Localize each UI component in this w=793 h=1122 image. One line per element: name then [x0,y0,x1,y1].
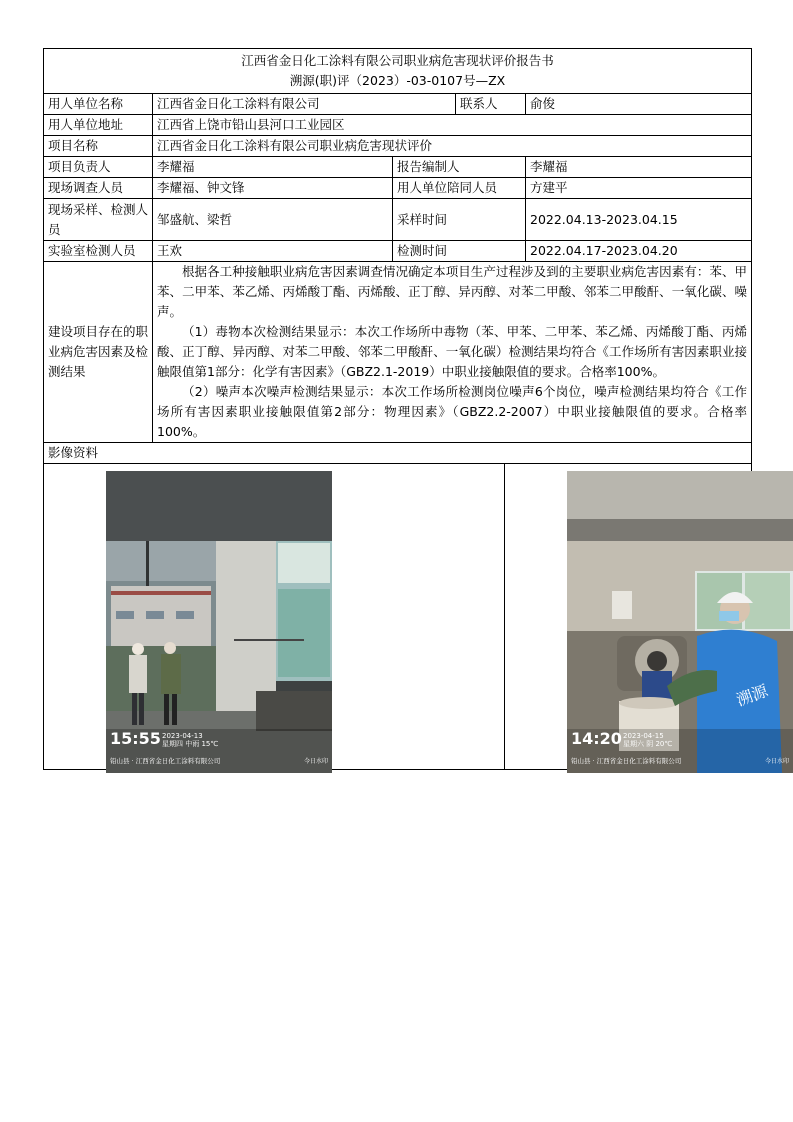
lab-label: 实验室检测人员 [44,241,153,262]
report-number: 溯源(职)评（2023）-03-0107号—ZX [289,73,506,88]
photo-cell-right [505,464,789,770]
employer-value: 江西省金日化工涂料有限公司 [153,94,456,115]
lab-value: 王欢 [153,241,393,262]
sampling-label: 现场采样、检测人员 [44,199,153,241]
site-photo-survey [106,471,332,773]
detect-time-value: 2022.04.17-2023.04.20 [526,241,752,262]
sampling-value: 邹盛航、梁哲 [153,199,393,241]
contact-value: 俞俊 [526,94,752,115]
report-sheet [43,48,789,770]
leader-value: 李耀福 [153,157,393,178]
editor-value: 李耀福 [526,157,752,178]
photo2-week: 星期六 阴 20℃ [623,740,673,748]
photo1-date: 2023-04-13 [162,732,203,740]
editor-label: 报告编制人 [393,157,526,178]
report-header [44,49,752,94]
hazards-para-toxic: （1）毒物本次检测结果显示：本次工作场所中毒物（苯、甲苯、二甲苯、苯乙烯、丙烯酸丁酯、丙烯酸、正丁醇、异丙醇、对苯二甲酸、邻苯二甲酸酐、一氧化碳）检测结果均符合《工作场所有害因素职业接触限值第1部分：化学有害因素》（GBZ2.1-2019）中职业接触限值的要求。合格率100%。 [157,324,748,379]
photo-cell-left [44,464,505,770]
site-photo-survey-image [106,471,332,773]
detect-time-label: 检测时间 [393,241,526,262]
site-photo-sampling [567,471,793,773]
photo2-date: 2023-04-15 [623,732,664,740]
hazards-content [153,262,752,443]
project-value: 江西省金日化工涂料有限公司职业病危害现状评价 [153,136,752,157]
vest-text: 溯源 [733,680,771,710]
photo2-brand: 今日水印 [764,758,789,765]
hazards-para-noise: （2）噪声本次噪声检测结果显示：本次工作场所检测岗位噪声6个岗位，噪声检测结果均符合《工作场所有害因素职业接触限值第2部分：物理因素》（GBZ2.2-2007）中职业接触限值的要求。合格率100%。 [157,384,748,439]
survey-value: 李耀福、钟文锋 [153,178,393,199]
photo1-location: 铅山县 · 江西省金日化工涂料有限公司 [110,757,221,765]
photo1-brand: 今日水印 [303,758,328,765]
images-label: 影像资料 [44,443,752,464]
hazards-para-factors: 根据各工种接触职业病危害因素调查情况确定本项目生产过程涉及到的主要职业病危害因素有：苯、甲苯、二甲苯、苯乙烯、丙烯酸丁酯、丙烯酸、正丁醇、异丙醇、对苯二甲酸、邻苯二甲酸酐、一氧化碳、噪声。 [157,264,748,319]
photo1-week: 星期四 中雨 15℃ [162,740,219,748]
photo2-location: 铅山县 · 江西省金日化工涂料有限公司 [571,757,682,765]
photo1-time: 15:55 [110,729,161,748]
escort-label: 用人单位陪同人员 [393,178,526,199]
employer-label: 用人单位名称 [44,94,153,115]
photo2-time: 14:20 [571,729,622,748]
report-table [43,48,789,770]
sampling-time-value: 2022.04.13-2023.04.15 [526,199,752,241]
sampling-time-label: 采样时间 [393,199,526,241]
escort-value: 方建平 [526,178,752,199]
report-title: 江西省金日化工涂料有限公司职业病危害现状评价报告书 [241,53,554,68]
contact-label: 联系人 [456,94,526,115]
hazards-label: 建设项目存在的职业病危害因素及检测结果 [44,262,153,443]
address-label: 用人单位地址 [44,115,153,136]
address-value: 江西省上饶市铅山县河口工业园区 [153,115,752,136]
leader-label: 项目负责人 [44,157,153,178]
site-photo-sampling-image [567,471,793,773]
survey-label: 现场调查人员 [44,178,153,199]
project-label: 项目名称 [44,136,153,157]
